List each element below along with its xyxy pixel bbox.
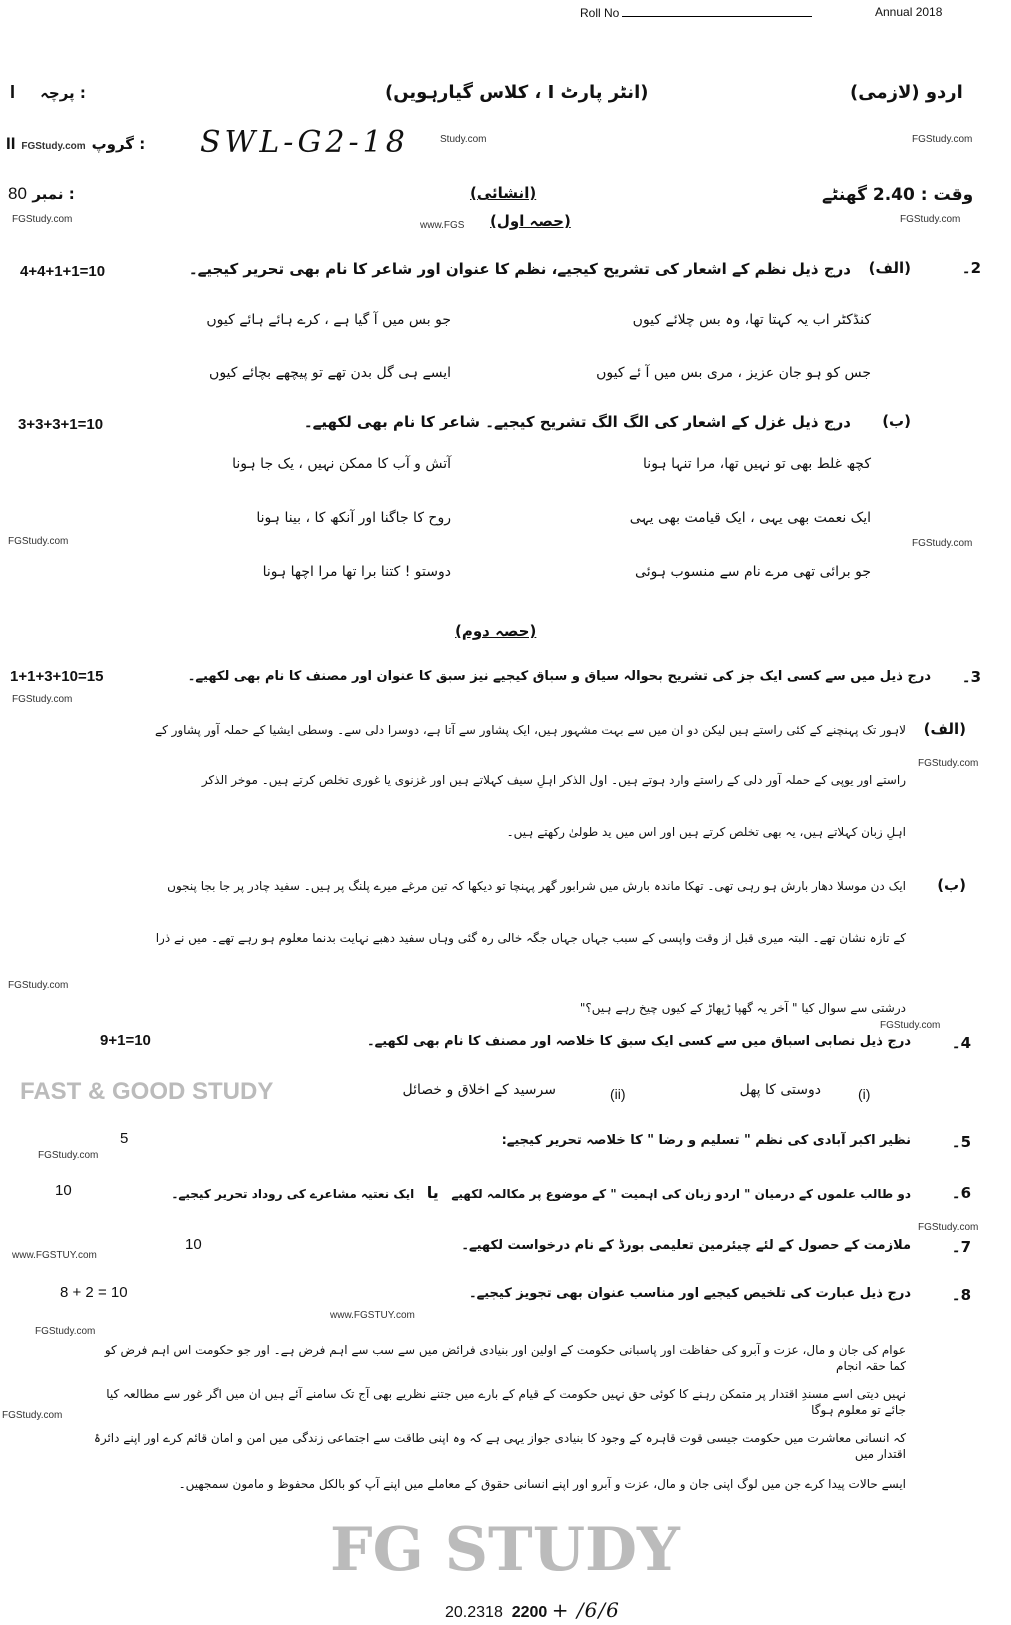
roll-no (580, 6, 812, 20)
paper-number (10, 82, 86, 103)
option-1: دوستی کا پھل (739, 1082, 821, 1098)
roll-no-line (622, 16, 812, 17)
watermark: FGStudy.com (35, 1326, 96, 1337)
option-2-label: (ii) (610, 1086, 626, 1102)
option-1-label: (i) (858, 1086, 871, 1102)
passage-line: درشتی سے سوال کیا " آخر یہ گھپا ڑپھاڑ کے کیوں چیخ رہے ہیں؟" (579, 1001, 906, 1015)
q3b-label: (ب) (937, 876, 966, 894)
watermark: FGStudy.com (12, 214, 73, 225)
q2b-marks: 3+3+3+1=10 (18, 416, 104, 433)
watermark: FGStudy.com (912, 538, 973, 549)
q6-or: یا (426, 1183, 439, 1202)
q3-instruction: درج ذیل میں سے کسی ایک جز کی تشریح بحوالہ سیاق و سباق کیجیے نیز سبق کا عنوان اور مصنف کا نام بھی لکھیے۔ (187, 669, 931, 684)
watermark: www.FGSTUY.com (330, 1310, 415, 1321)
q7-instruction: ملازمت کے حصول کے لئے چیئرمین تعلیمی بورڈ کے نام درخواست لکھیے۔ (461, 1238, 911, 1253)
verse-line: جس کو ہو جان عزیز ، مری بس میں آ ئے کیوں (596, 365, 871, 381)
verse-line: کنڈکٹر اب یہ کہتا تھا، وہ بس چلائے کیوں (632, 312, 871, 328)
verse-line: جو برائی تھی مرے نام سے منسوب ہوئی (635, 564, 871, 580)
watermark: FGStudy.com (21, 141, 86, 152)
verse-line: ایک نعمت بھی یہی ، ایک قیامت بھی یہی (629, 510, 871, 526)
q2a-instruction: درج ذیل نظم کے اشعار کی تشریح کیجیے، نظم کا عنوان اور شاعر کا نام بھی تحریر کیجیے۔ (188, 260, 851, 278)
q5-instruction: نظیر اکبر آبادی کی نظم " تسلیم و رضا " کا خلاصہ تحریر کیجیے: (501, 1133, 911, 1148)
marks-label: نمبر : (32, 185, 75, 203)
option-2: سرسید کے اخلاق و خصائل (402, 1082, 556, 1098)
passage-line: نہیں دیتی اسے مسندِ اقتدار پر متمکن رہنے کا کوئی حق نہیں حکومت کے قیام کے بارے میں جتنے نظریے بھی آج تک سامنے آئے ہیں ان میں اگر غور سے مطالعہ کیا جائے تو معلوم ہوگا (106, 1387, 906, 1417)
section-type: (انشائی) (470, 184, 537, 202)
q8-number: 8۔ (951, 1286, 971, 1304)
q2a-marks: 4+4+1+1=10 (20, 263, 106, 280)
verse-line: آتش و آب کا ممکن نہیں ، یک جا ہونا (232, 456, 451, 472)
passage-line: ایک دن موسلا دھار بارش ہو رہی تھی۔ تھکا ماندہ بارش میں شرابور گھر پہنچا تو دیکھا کہ تین مرغے میرے پلنگ پر ہیں۔ سفید چادر پر جا بجا پنجوں (167, 879, 906, 893)
passage-line: لاہور تک پہنچنے کے کئی راستے ہیں لیکن دو ان میں سے بہت مشہور ہیں، ایک پشاور سے آتا ہے، دوسرا دلی سے۔ وسطی ایشیا کے حملہ آور پشاور کے (155, 723, 906, 737)
watermark-fg-study: FG STUDY (330, 1515, 680, 1585)
handwritten-note: + /6/6 (551, 1598, 620, 1622)
q4-number: 4۔ (951, 1034, 971, 1052)
print-count: 2200 (511, 1604, 548, 1621)
q8-marks: 8 + 2 = 10 (60, 1284, 128, 1301)
group (6, 134, 145, 154)
q3-marks: 1+1+3+10=15 (10, 668, 104, 685)
passage-line: راستے اور یوپی کے حملہ آور دلی کے راستے وارد ہوتے ہیں۔ اول الذکر اہلِ سیف کہلاتے ہیں اور غزنوی یا غوری تخلص کرتے ہیں۔ موخر الذکر (201, 773, 906, 787)
watermark: FGStudy.com (918, 758, 979, 769)
verse-line: دوستو ! کتنا برا تھا مرا اچھا ہونا (262, 564, 451, 580)
q6-option-2: ایک نعتیہ مشاعرے کی روداد تحریر کیجیے۔ (171, 1187, 415, 1201)
verse-line: کچھ غلط بھی تو نہیں تھا، مرا تنہا ہونا (643, 456, 871, 472)
time-value: 2.40 گھنٹے (822, 185, 915, 205)
q6-options (95, 1184, 911, 1203)
q5-marks: 5 (120, 1130, 129, 1147)
time (822, 184, 973, 205)
passage-line: کہ انسانی معاشرت میں حکومت جیسی قوت قاہرہ کے وجود کا بنیادی جواز یہی ہے کہ وہ اپنی طاقت سے اجتماعی زندگی میں امن و امان قائم کرے اور اپنے دائرۂ اقتدار میں (93, 1431, 906, 1461)
watermark: www.FGS (420, 220, 465, 231)
q7-number: 7۔ (951, 1238, 971, 1256)
watermark-fast-good-study: FAST & GOOD STUDY (20, 1078, 274, 1105)
marks-value: 80 (8, 184, 27, 203)
subject: اردو (لازمی) (850, 82, 963, 103)
watermark: FGStudy.com (12, 694, 73, 705)
passage-line: کے تازہ نشان تھے۔ البتہ میری قبل از وقت واپسی کے سبب جہاں جہاں جگہ خالی رہ گئی وہاں سفید دھبے نہایت بدنما معلوم ہو رہے تھے۔ میں نے ذرا (155, 931, 906, 945)
passage-line: عوام کی جان و مال، عزت و آبرو کی حفاظت اور پاسبانی حکومت کے اولین اور بنیادی فرائض میں سے سب سے اہم فرض ہے۔ اور جو حکومت اس اہم فرض کو کما حقہ انجام (104, 1343, 906, 1373)
passage-line: ایسے حالات پیدا کرے جن میں لوگ اپنی جان و مال، عزت و آبرو اور اپنے انسانی حقوق کے معاملے میں اپنے آپ کو بالکل محفوظ و مامون سمجھیں۔ (178, 1477, 906, 1491)
q6-marks: 10 (55, 1182, 72, 1199)
group-label: گروپ : (91, 135, 146, 153)
watermark: FGStudy.com (918, 1222, 979, 1233)
exam-session: Annual 2018 (875, 5, 943, 19)
watermark: FGStudy.com (8, 980, 69, 991)
q2-number: 2۔ (961, 259, 981, 277)
handwritten-code: SWL-G2-18 (200, 125, 409, 160)
verse-line: روح کا جاگنا اور آنکھ کا ، بینا ہونا (256, 510, 451, 526)
q4-instruction: درج ذیل نصابی اسباق میں سے کسی ایک سبق کا خلاصہ اور مصنف کا نام بھی لکھیے۔ (366, 1034, 911, 1049)
watermark: FGStudy.com (8, 536, 69, 547)
verse-line: ایسے ہی گل بدن تھے تو پیچھے بچائے کیوں (209, 365, 451, 381)
q6-option-1: دو طالب علموں کے درمیان " اردو زبان کی اہمیت " کے موضوع پر مکالمہ لکھیے (451, 1187, 911, 1201)
total-marks (8, 184, 75, 204)
q6-number: 6۔ (951, 1184, 971, 1202)
paper-label: پرچہ : (40, 84, 86, 102)
q4-marks: 9+1=10 (100, 1032, 151, 1049)
q3a-label: (الف) (923, 720, 966, 738)
q8-instruction: درج ذیل عبارت کی تلخیص کیجیے اور مناسب عنوان بھی تجویز کیجیے۔ (468, 1286, 911, 1301)
watermark: FGStudy.com (2, 1410, 63, 1421)
watermark: Study.com (440, 134, 487, 145)
paper-title: (انٹر پارٹ I ، کلاس گیارہویں) (385, 82, 649, 103)
part-two-heading: (حصہ دوم) (455, 622, 537, 640)
verse-line: جو بس میں آ گیا ہے ، کرے ہائے ہائے کیوں (206, 312, 451, 328)
part-one-heading: (حصہ اول) (490, 212, 571, 230)
footer-code (445, 1598, 620, 1622)
time-label: وقت : (920, 185, 974, 205)
watermark: FGStudy.com (38, 1150, 99, 1161)
q7-marks: 10 (185, 1236, 202, 1253)
paper-value: I (10, 82, 16, 102)
q5-number: 5۔ (951, 1133, 971, 1151)
watermark: FGStudy.com (900, 214, 961, 225)
passage-line: اہلِ زبان کہلاتے ہیں، یہ بھی تخلص کرتے ہیں اور اس میں ید طولیٰ رکھتے ہیں۔ (506, 825, 906, 839)
roll-no-label: Roll No (580, 6, 620, 20)
q2a-label: (الف) (868, 259, 911, 277)
q2b-instruction: درج ذیل غزل کے اشعار کی الگ الگ تشریح کیجیے۔ شاعر کا نام بھی لکھیے۔ (303, 413, 851, 431)
watermark: www.FGSTUY.com (12, 1250, 97, 1261)
q2b-label: (ب) (882, 412, 911, 430)
q3-number: 3۔ (961, 668, 981, 686)
watermark: FGStudy.com (880, 1020, 941, 1031)
paper-code: 20.2318 (445, 1604, 503, 1621)
group-value: II (6, 134, 16, 153)
watermark: FGStudy.com (912, 134, 973, 145)
